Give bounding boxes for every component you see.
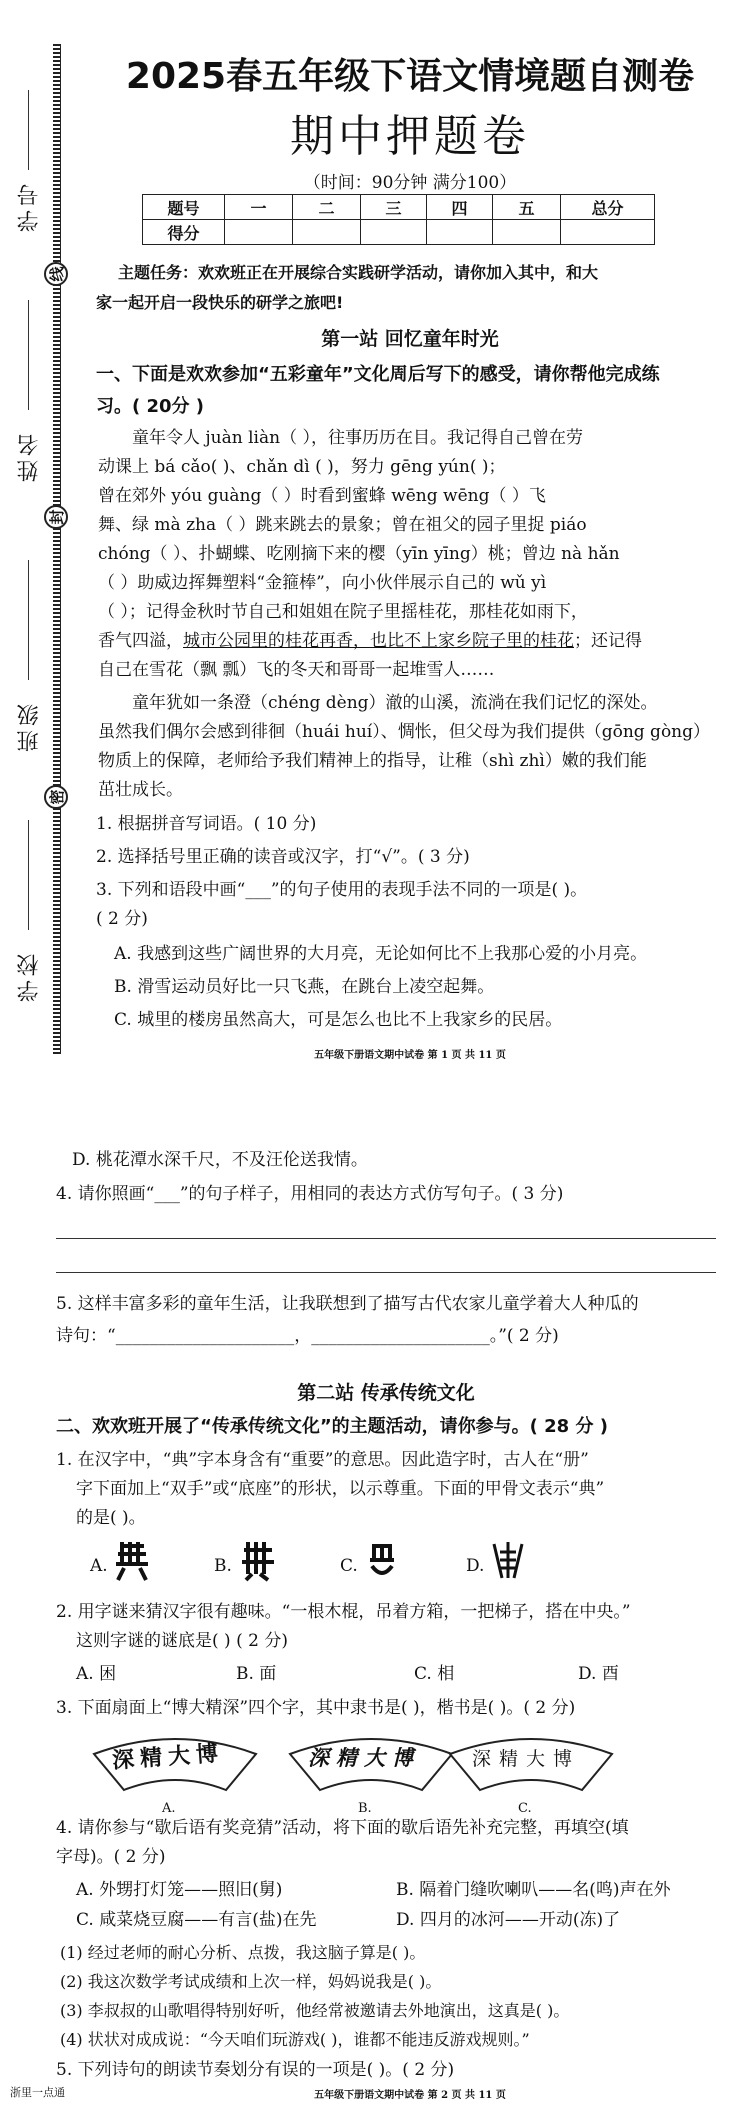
score-input-cell[interactable] xyxy=(361,220,427,245)
fan-b xyxy=(286,1732,456,1816)
seal-xian: 线 xyxy=(44,262,68,286)
q4-option-c: C. 咸菜烧豆腐——有言(盐)在先 xyxy=(76,1910,317,1930)
question-line: 1. 根据拼音写词语。( 10 分) xyxy=(96,814,317,834)
table-cell: 三 xyxy=(361,195,427,220)
passage-line xyxy=(98,627,728,656)
question-line: ( 2 分) xyxy=(96,909,148,929)
table-cell: 得分 xyxy=(143,220,225,245)
school-label: 学校 xyxy=(17,950,42,1002)
answer-line[interactable] xyxy=(56,1238,716,1239)
passage-line: 曾在郊外 yóu guàng（ ）时看到蜜蜂 wēng wēng（ ）飞 xyxy=(98,486,546,506)
score-input-cell[interactable] xyxy=(293,220,361,245)
oracle-glyph-b-icon xyxy=(238,1538,278,1582)
score-table xyxy=(142,194,655,245)
oracle-glyph-d-icon xyxy=(488,1538,528,1582)
passage-line: 童年令人 juàn liàn（ ），往事历历在目。我记得自己曾在劳 xyxy=(132,428,583,448)
student-id-blank[interactable] xyxy=(28,90,29,170)
task-intro-line2: 家一起开启一段快乐的研学之旅吧! xyxy=(96,293,344,312)
passage-line: 物质上的保障，老师给予我们精神上的指导，让稚（shì zhì）嫩的我们能 xyxy=(98,751,647,771)
s2-question-5: 5. 下列诗句的朗读节奏划分有误的一项是( )。( 2 分) xyxy=(56,2060,455,2080)
station1-title: 第一站 回忆童年时光 xyxy=(321,328,499,350)
watermark: 浙里一点通 xyxy=(10,2086,65,2099)
table-cell: 总分 xyxy=(561,195,655,220)
fan-a-text: 深精大博 xyxy=(111,1740,225,1774)
passage-text: ；还记得 xyxy=(574,631,642,651)
q2-option-b: B. 面 xyxy=(236,1664,277,1684)
sub-question: (4) 状状对成成说：“今天咱们玩游戏( )，谁都不能违反游戏规则。” xyxy=(60,2030,530,2049)
passage-line: （ ）助威边挥舞塑料“金箍棒”，向小伙伴展示自己的 wǔ yì xyxy=(98,573,547,593)
option-a: A. 我感到这些广阔世界的大月亮，无论如何比不上我那心爱的小月亮。 xyxy=(114,944,648,964)
passage-text: 香气四溢， xyxy=(98,631,183,651)
q4-option-b: B. 隔着门缝吹喇叭——名(鸣)声在外 xyxy=(396,1880,671,1900)
question-line: 2. 用字谜来猜汉字很有趣味。“一根木棍，吊着方箱，一把梯子，搭在中央。” xyxy=(56,1602,631,1622)
s2-question-3: 3. 下面扇面上“博大精深”四个字，其中隶书是( )，楷书是( )。( 2 分) xyxy=(56,1698,576,1718)
question-5-l1: 5. 这样丰富多彩的童年生活，让我联想到了描写古代农家儿童学着大人种瓜的 xyxy=(56,1294,639,1314)
passage-line: 童年犹如一条澄（chéng dèng）澈的山溪，流淌在我们记忆的深处。 xyxy=(132,693,658,713)
q4-option-a: A. 外甥打灯笼——照旧(舅) xyxy=(76,1880,283,1900)
oracle-glyph-a-icon xyxy=(112,1538,152,1582)
section2-heading: 二、欢欢班开展了“传承传统文化”的主题活动，请你参与。( 28 分 ) xyxy=(56,1416,608,1437)
school-blank[interactable] xyxy=(28,820,29,930)
question-5-l2: 诗句：“_____________________，_____________________。”( 2 分) xyxy=(56,1326,559,1346)
passage-line: chóng（ ）、扑蝴蝶、吃刚摘下来的樱（yīn yīng）桃；曾边 nà hǎn xyxy=(98,544,620,564)
question-line: 这则字谜的谜底是( ) ( 2 分) xyxy=(76,1631,288,1651)
question-line: 字母)。( 2 分) xyxy=(56,1847,166,1867)
fan-c xyxy=(446,1732,616,1816)
option-d: D. 桃花潭水深千尺，不及汪伦送我情。 xyxy=(72,1150,368,1170)
question-line: 3. 下列和语段中画“___”的句子使用的表现手法不同的一项是( )。 xyxy=(96,880,588,900)
table-cell: 五 xyxy=(493,195,561,220)
class-label: 班级 xyxy=(17,700,42,752)
question-4: 4. 请你照画“___”的句子样子，用相同的表达方式仿写句子。( 3 分) xyxy=(56,1184,564,1204)
exam-subtitle: 期中押题卷 xyxy=(290,111,530,162)
underlined-sentence: 城市公园里的桂花再香，也比不上家乡院子里的桂花 xyxy=(183,631,574,651)
fan-b-label: B. xyxy=(358,1801,372,1816)
s2-question-1 xyxy=(56,1446,726,1533)
question-line: 的是( )。 xyxy=(76,1508,146,1528)
answer-line[interactable] xyxy=(56,1272,716,1273)
seal-feng: 封 xyxy=(44,505,68,529)
student-name-label: 姓名 xyxy=(17,430,42,482)
score-input-cell[interactable] xyxy=(427,220,493,245)
score-table-score-row xyxy=(143,220,655,245)
fan-a xyxy=(90,1732,260,1816)
table-cell: 一 xyxy=(225,195,293,220)
table-cell: 题号 xyxy=(143,195,225,220)
score-table-header-row xyxy=(143,195,655,220)
glyph-option-c-label: C. xyxy=(340,1556,358,1576)
exam-title: 2025春五年级下语文情境题自测卷 xyxy=(125,56,695,97)
q2-option-d: D. 酉 xyxy=(578,1664,619,1684)
sub-question: (1) 经过老师的耐心分析、点拨，我这脑子算是( )。 xyxy=(60,1943,426,1962)
passage-line: 舞、绿 mà zha（ ）跳来跳去的景象；曾在祖父的园子里捉 piáo xyxy=(98,515,587,535)
passage-line: 自己在雪花（飘 瓢）飞的冬天和哥哥一起堆雪人…… xyxy=(98,660,495,680)
student-id-label: 学号 xyxy=(17,180,42,232)
section1-heading-l2: 习。( 20分 ) xyxy=(96,396,205,417)
table-cell: 二 xyxy=(293,195,361,220)
option-c: C. 城里的楼房虽然高大，可是怎么也比不上我家乡的民居。 xyxy=(114,1010,563,1030)
fan-c-text: 深精大博 xyxy=(472,1748,581,1770)
passage-line: （ ）；记得金秋时节自己和姐姐在院子里摇桂花，那桂花如雨下， xyxy=(98,602,588,622)
table-cell: 四 xyxy=(427,195,493,220)
fan-c-label: C. xyxy=(518,1801,532,1816)
fan-b-text: 深精大博 xyxy=(308,1745,420,1770)
glyph-option-d-label: D. xyxy=(466,1556,485,1576)
glyph-option-a-label: A. xyxy=(90,1556,108,1576)
q2-option-c: C. 相 xyxy=(414,1664,455,1684)
question-line: 字下面加上“双手”或“底座”的形状，以示尊重。下面的甲骨文表示“典” xyxy=(76,1479,605,1499)
q2-option-a: A. 困 xyxy=(76,1664,117,1684)
seal-mi: 密 xyxy=(44,785,68,809)
score-input-cell[interactable] xyxy=(493,220,561,245)
s2-question-4 xyxy=(56,1814,726,1872)
sub-question: (2) 我这次数学考试成绩和上次一样，妈妈说我是( )。 xyxy=(60,1972,442,1991)
s2-question-2 xyxy=(56,1598,726,1656)
station1-questions xyxy=(96,810,736,1035)
q4-subquestions xyxy=(60,1938,730,2054)
task-intro-line1: 主题任务：欢欢班正在开展综合实践研学活动，请你加入其中，和大 xyxy=(118,263,599,282)
score-input-cell[interactable] xyxy=(225,220,293,245)
question-line: 2. 选择括号里正确的读音或汉字，打“√”。( 3 分) xyxy=(96,847,470,867)
time-info: （时间：90分钟 满分100） xyxy=(303,173,517,193)
class-blank[interactable] xyxy=(28,560,29,680)
fan-a-label: A. xyxy=(162,1801,176,1816)
passage-1 xyxy=(98,424,728,805)
oracle-glyph-c-icon xyxy=(362,1540,402,1582)
station2-title: 第二站 传承传统文化 xyxy=(297,1382,475,1404)
section1-heading-l1: 一、下面是欢欢参加“五彩童年”文化周后写下的感受，请你帮他完成练 xyxy=(96,364,660,385)
passage-line: 虽然我们偶尔会感到徘徊（huái huí）、惆怅，但父母为我们提供（gōng gòng） xyxy=(98,722,711,742)
question-line: 1. 在汉字中，“典”字本身含有“重要”的意思。因此造字时，古人在“册” xyxy=(56,1450,589,1470)
passage-line: 茁壮成长。 xyxy=(98,780,183,800)
page-footer-2: 五年级下册语文期中试卷 第 2 页 共 11 页 xyxy=(314,2090,506,2101)
passage-line: 动课上 bá cǎo( )、chǎn dì ( )，努力 gēng yún( )； xyxy=(98,457,506,477)
page-footer-1: 五年级下册语文期中试卷 第 1 页 共 11 页 xyxy=(314,1050,506,1061)
binding-dashes xyxy=(53,44,60,1054)
option-b: B. 滑雪运动员好比一只飞燕，在跳台上凌空起舞。 xyxy=(114,977,495,997)
q4-option-d: D. 四月的冰河——开动(冻)了 xyxy=(396,1910,621,1930)
glyph-option-b-label: B. xyxy=(214,1556,232,1576)
student-name-blank[interactable] xyxy=(28,300,29,410)
score-input-cell[interactable] xyxy=(561,220,655,245)
sub-question: (3) 李叔叔的山歌唱得特别好听，他经常被邀请去外地演出，这真是( )。 xyxy=(60,2001,570,2020)
question-line: 4. 请你参与“歇后语有奖竞猜”活动，将下面的歇后语先补充完整，再填空(填 xyxy=(56,1818,629,1838)
